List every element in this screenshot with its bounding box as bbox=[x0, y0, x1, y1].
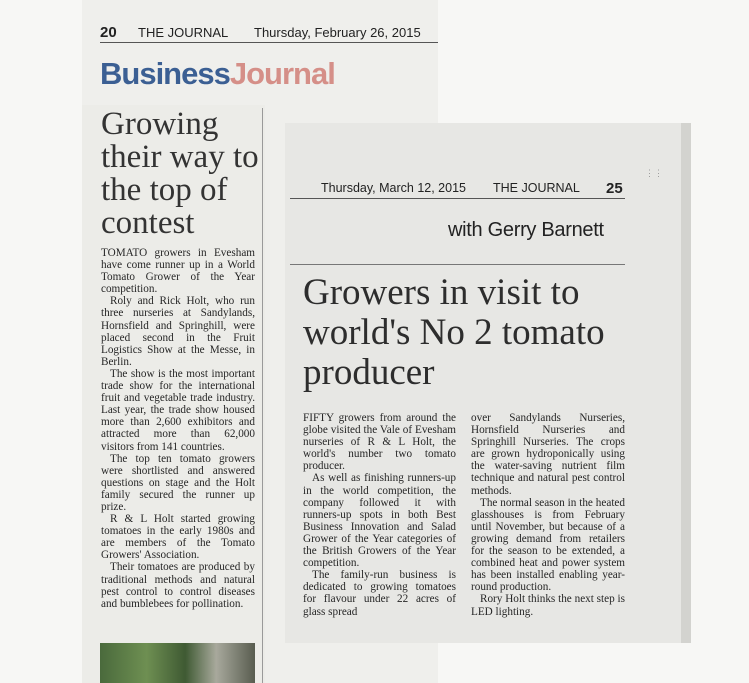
paragraph: The top ten tomato growers were shortlisted and answered questions on stage and the Holt family secured the runner up prize. bbox=[101, 452, 255, 513]
issue-date: Thursday, February 26, 2015 bbox=[254, 25, 421, 40]
issue-date: Thursday, March 12, 2015 bbox=[321, 181, 466, 195]
paragraph: Rory Holt thinks the next step is LED lighting. bbox=[471, 593, 625, 618]
article-column-2 bbox=[471, 412, 625, 618]
section-logo bbox=[100, 56, 335, 92]
page-number: 20 bbox=[100, 24, 117, 41]
masthead-feb bbox=[100, 24, 438, 43]
headline-rule bbox=[290, 264, 625, 265]
article-headline-2: Growers in visit to world's No 2 tomato producer bbox=[303, 272, 605, 393]
scan-specks: ⋮⋮ bbox=[645, 168, 663, 178]
paragraph: The show is the most important trade show for the international fruit and vegetable trade industry. Last year, the trade show housed more than 2,600 exhibitors and attracted more than 62,000 visitors from 141 countries. bbox=[101, 367, 255, 453]
paragraph: R & L Holt started growing tomatoes in the early 1980s and are members of the Tomato Growers' Association. bbox=[101, 513, 255, 562]
masthead-mar bbox=[290, 180, 625, 199]
article-photo bbox=[100, 643, 255, 683]
article-headline-1: Growing their way to the top of contest bbox=[101, 106, 259, 241]
paragraph: The family-run business is dedicated to growing tomatoes for flavour under 22 acres of glass spread bbox=[303, 569, 456, 618]
paragraph: FIFTY growers from around the globe visited the Vale of Evesham nurseries of R & L Holt, the world's number two tomato producer. bbox=[303, 412, 456, 473]
paper-name: THE JOURNAL bbox=[493, 181, 580, 195]
paragraph: Their tomatoes are produced by traditional methods and natural pest control to control diseases and bumblebees for pollination. bbox=[101, 561, 255, 610]
paragraph: TOMATO growers in Evesham have come runner up in a World Tomato Grower of the Year competition. bbox=[101, 247, 255, 296]
paragraph: over Sandylands Nurseries, Hornsfield Nurseries and Springhill Nurseries. The crops are grown hydroponically using the water-saving nutrient film technique and natural pest control methods. bbox=[471, 412, 625, 497]
clip2-edge bbox=[681, 123, 691, 643]
paragraph: As well as finishing runners-up in the world competition, the company followed it with runners-up spots in both Best Business Innovation and Salad Grower of the Year categories of the British Growers of the Year competition. bbox=[303, 472, 456, 570]
section-logo-part1: Business bbox=[100, 56, 230, 91]
paper-name: THE JOURNAL bbox=[138, 25, 229, 40]
article-column-1 bbox=[303, 412, 456, 618]
page-number: 25 bbox=[606, 180, 623, 197]
column-rule bbox=[262, 108, 263, 683]
section-logo-part2: Journal bbox=[229, 56, 335, 91]
columnist-byline: with Gerry Barnett bbox=[448, 219, 604, 241]
paragraph: The normal season in the heated glasshouses is from February until November, but because of a growing demand from retailers for the season to be extended, a combined heat and power system has been installed enabling year-round production. bbox=[471, 496, 625, 594]
paragraph: Roly and Rick Holt, who run three nurseries at Sandylands, Hornsfield and Springhill, were placed second in the Fruit Logistics Show at the Messe, in Berlin. bbox=[101, 295, 255, 368]
article-body-1 bbox=[101, 247, 255, 610]
